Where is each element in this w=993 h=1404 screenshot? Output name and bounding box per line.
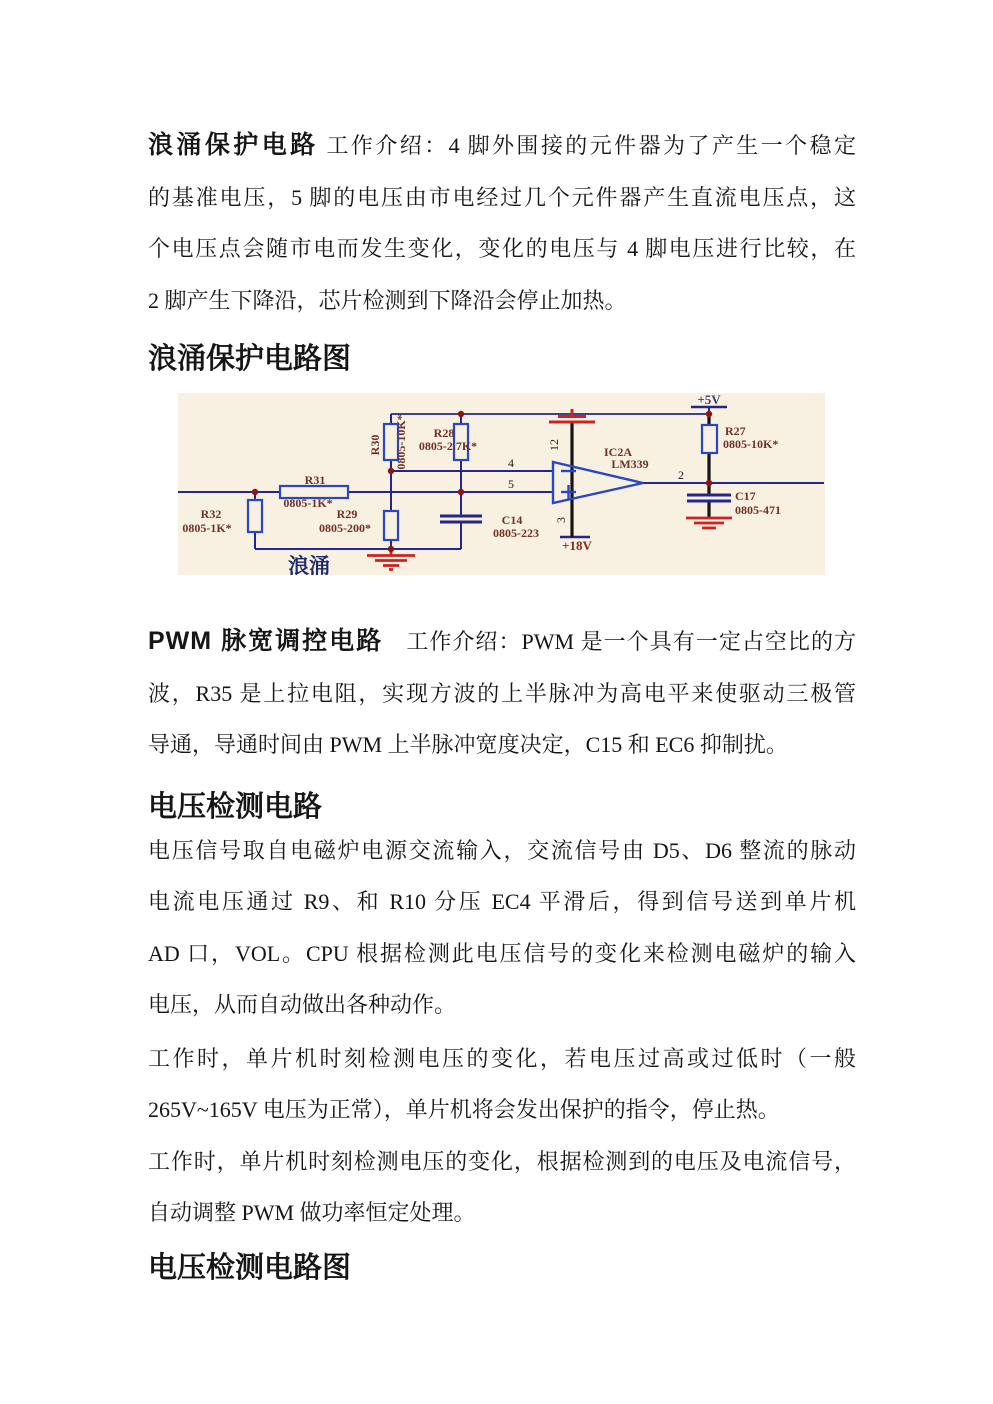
text-line xyxy=(148,668,856,720)
text-line xyxy=(148,1187,856,1239)
text-run: 的基准电压，5 脚的电压由市电经过几个元件器产生直流电压点，这 xyxy=(148,184,856,210)
label-r32-ref: R32 xyxy=(200,507,222,521)
heading-voltage-detect: 电压检测电路 xyxy=(148,790,323,823)
text-line xyxy=(148,616,856,668)
text-line xyxy=(148,1033,856,1085)
label-r30-val: 0805-10K* xyxy=(394,414,408,470)
label-r27-ref: R27 xyxy=(725,424,746,438)
text-line xyxy=(148,719,856,771)
pin-number-5: 5 xyxy=(508,477,514,491)
label-c14-ref: C14 xyxy=(501,513,523,527)
text-run: 电流电压通过 R9、和 R10 分压 EC4 平滑后，得到信号送到单片机 xyxy=(148,889,856,914)
label-r29-ref: R29 xyxy=(336,507,358,521)
resistor-r27 xyxy=(702,425,717,453)
label-r28-ref: R28 xyxy=(433,426,455,440)
label-c17-ref: C17 xyxy=(735,489,756,503)
paragraph-voltage-2 xyxy=(148,1033,856,1136)
pin-number-4: 4 xyxy=(508,456,514,470)
resistor-r29 xyxy=(384,511,398,540)
text-run: 工作介绍：PWM 是一个具有一定占空比的方 xyxy=(383,629,856,654)
text-line xyxy=(148,979,856,1031)
junction-dot xyxy=(252,489,258,495)
text-line xyxy=(148,1084,856,1136)
heading-voltage-diagram: 电压检测电路图 xyxy=(148,1251,352,1284)
surge-circuit-svg xyxy=(178,393,825,575)
junction-dot xyxy=(706,480,712,486)
text-line xyxy=(148,120,856,172)
text-run: 2 脚产生下降沿，芯片检测到下降沿会停止加热。 xyxy=(148,287,627,313)
text-line xyxy=(148,275,856,327)
text-run: AD 口，VOL。CPU 根据检测此电压信号的变化来检测电磁炉的输入 xyxy=(148,940,856,966)
junction-dot xyxy=(458,489,464,495)
text-line xyxy=(148,876,856,928)
label-r29-val: 0805-200* xyxy=(319,521,371,535)
pin-number-12: 12 xyxy=(547,439,561,451)
text-run: 电压，从而自动做出各种动作。 xyxy=(148,992,457,1017)
junction-dot xyxy=(388,546,394,552)
paragraph-voltage-3 xyxy=(148,1136,856,1239)
power-symbol xyxy=(549,409,595,422)
text-line xyxy=(148,1136,856,1188)
text-run: 工作时，单片机时刻检测电压的变化，若电压过高或过低时（一般 xyxy=(148,1045,856,1071)
text-run: 导通，导通时间由 PWM 上半脉冲宽度决定，C15 和 EC6 抑制扰。 xyxy=(148,732,788,757)
inline-bold-title: PWM 脉宽调控电路 xyxy=(148,627,384,655)
surge-circuit-figure xyxy=(178,393,825,575)
paragraph-voltage-1 xyxy=(148,825,856,1031)
label-r27-val: 0805-10K* xyxy=(723,437,779,451)
ground-symbol-right xyxy=(686,518,732,528)
net-label-vcc: +5V xyxy=(697,393,721,407)
text-run: 265V~165V 电压为正常），单片机将会发出保护的指令，停止热。 xyxy=(148,1097,780,1122)
text-run: 自动调整 PWM 做功率恒定处理。 xyxy=(148,1200,476,1225)
label-lm339: LM339 xyxy=(611,457,649,471)
label-r28-val: 0805-2.7K* xyxy=(418,439,478,453)
label-c14-val: 0805-223 xyxy=(493,526,539,540)
text-line xyxy=(148,928,856,980)
paragraph-surge-intro xyxy=(148,120,856,326)
label-ic2a: IC2A xyxy=(603,445,633,459)
net-label-vee: +18V xyxy=(562,538,592,553)
label-r31-ref: R31 xyxy=(304,473,326,487)
junction-dot xyxy=(458,411,464,417)
text-run: 个电压点会随市电而发生变化，变化的电压与 4 脚电压进行比较，在 xyxy=(148,236,856,261)
comparator-input-icons xyxy=(561,471,576,500)
label-r30-ref: R30 xyxy=(368,434,382,456)
junction-dot xyxy=(706,411,712,417)
paragraph-pwm-intro xyxy=(148,616,856,771)
text-line xyxy=(148,223,856,275)
document-body xyxy=(148,120,856,1286)
pin-number-3: 3 xyxy=(554,517,568,523)
text-run: 工作介绍：4 脚外围接的元件器为了产生一个稳定 xyxy=(318,133,856,158)
pin-number-2: 2 xyxy=(678,468,684,482)
text-run: 工作时，单片机时刻检测电压的变化，根据检测到的电压及电流信号， xyxy=(148,1148,856,1174)
label-r31-val: 0805-1K* xyxy=(283,496,333,510)
heading-surge-diagram: 浪涌保护电路图 xyxy=(148,343,352,375)
label-c17-val: 0805-471 xyxy=(735,503,781,517)
text-line xyxy=(148,172,856,224)
resistor-r32 xyxy=(248,500,262,532)
inline-bold-title: 浪涌保护电路 xyxy=(148,131,319,159)
label-r32-val: 0805-1K* xyxy=(182,521,232,535)
figure-caption: 浪涌 xyxy=(288,554,330,575)
text-line xyxy=(148,825,856,877)
text-run: 波，R35 是上拉电阻，实现方波的上半脉冲为高电平来使驱动三极管 xyxy=(148,680,856,706)
text-run: 电压信号取自电磁炉电源交流输入，交流信号由 D5、D6 整流的脉动 xyxy=(148,837,856,863)
